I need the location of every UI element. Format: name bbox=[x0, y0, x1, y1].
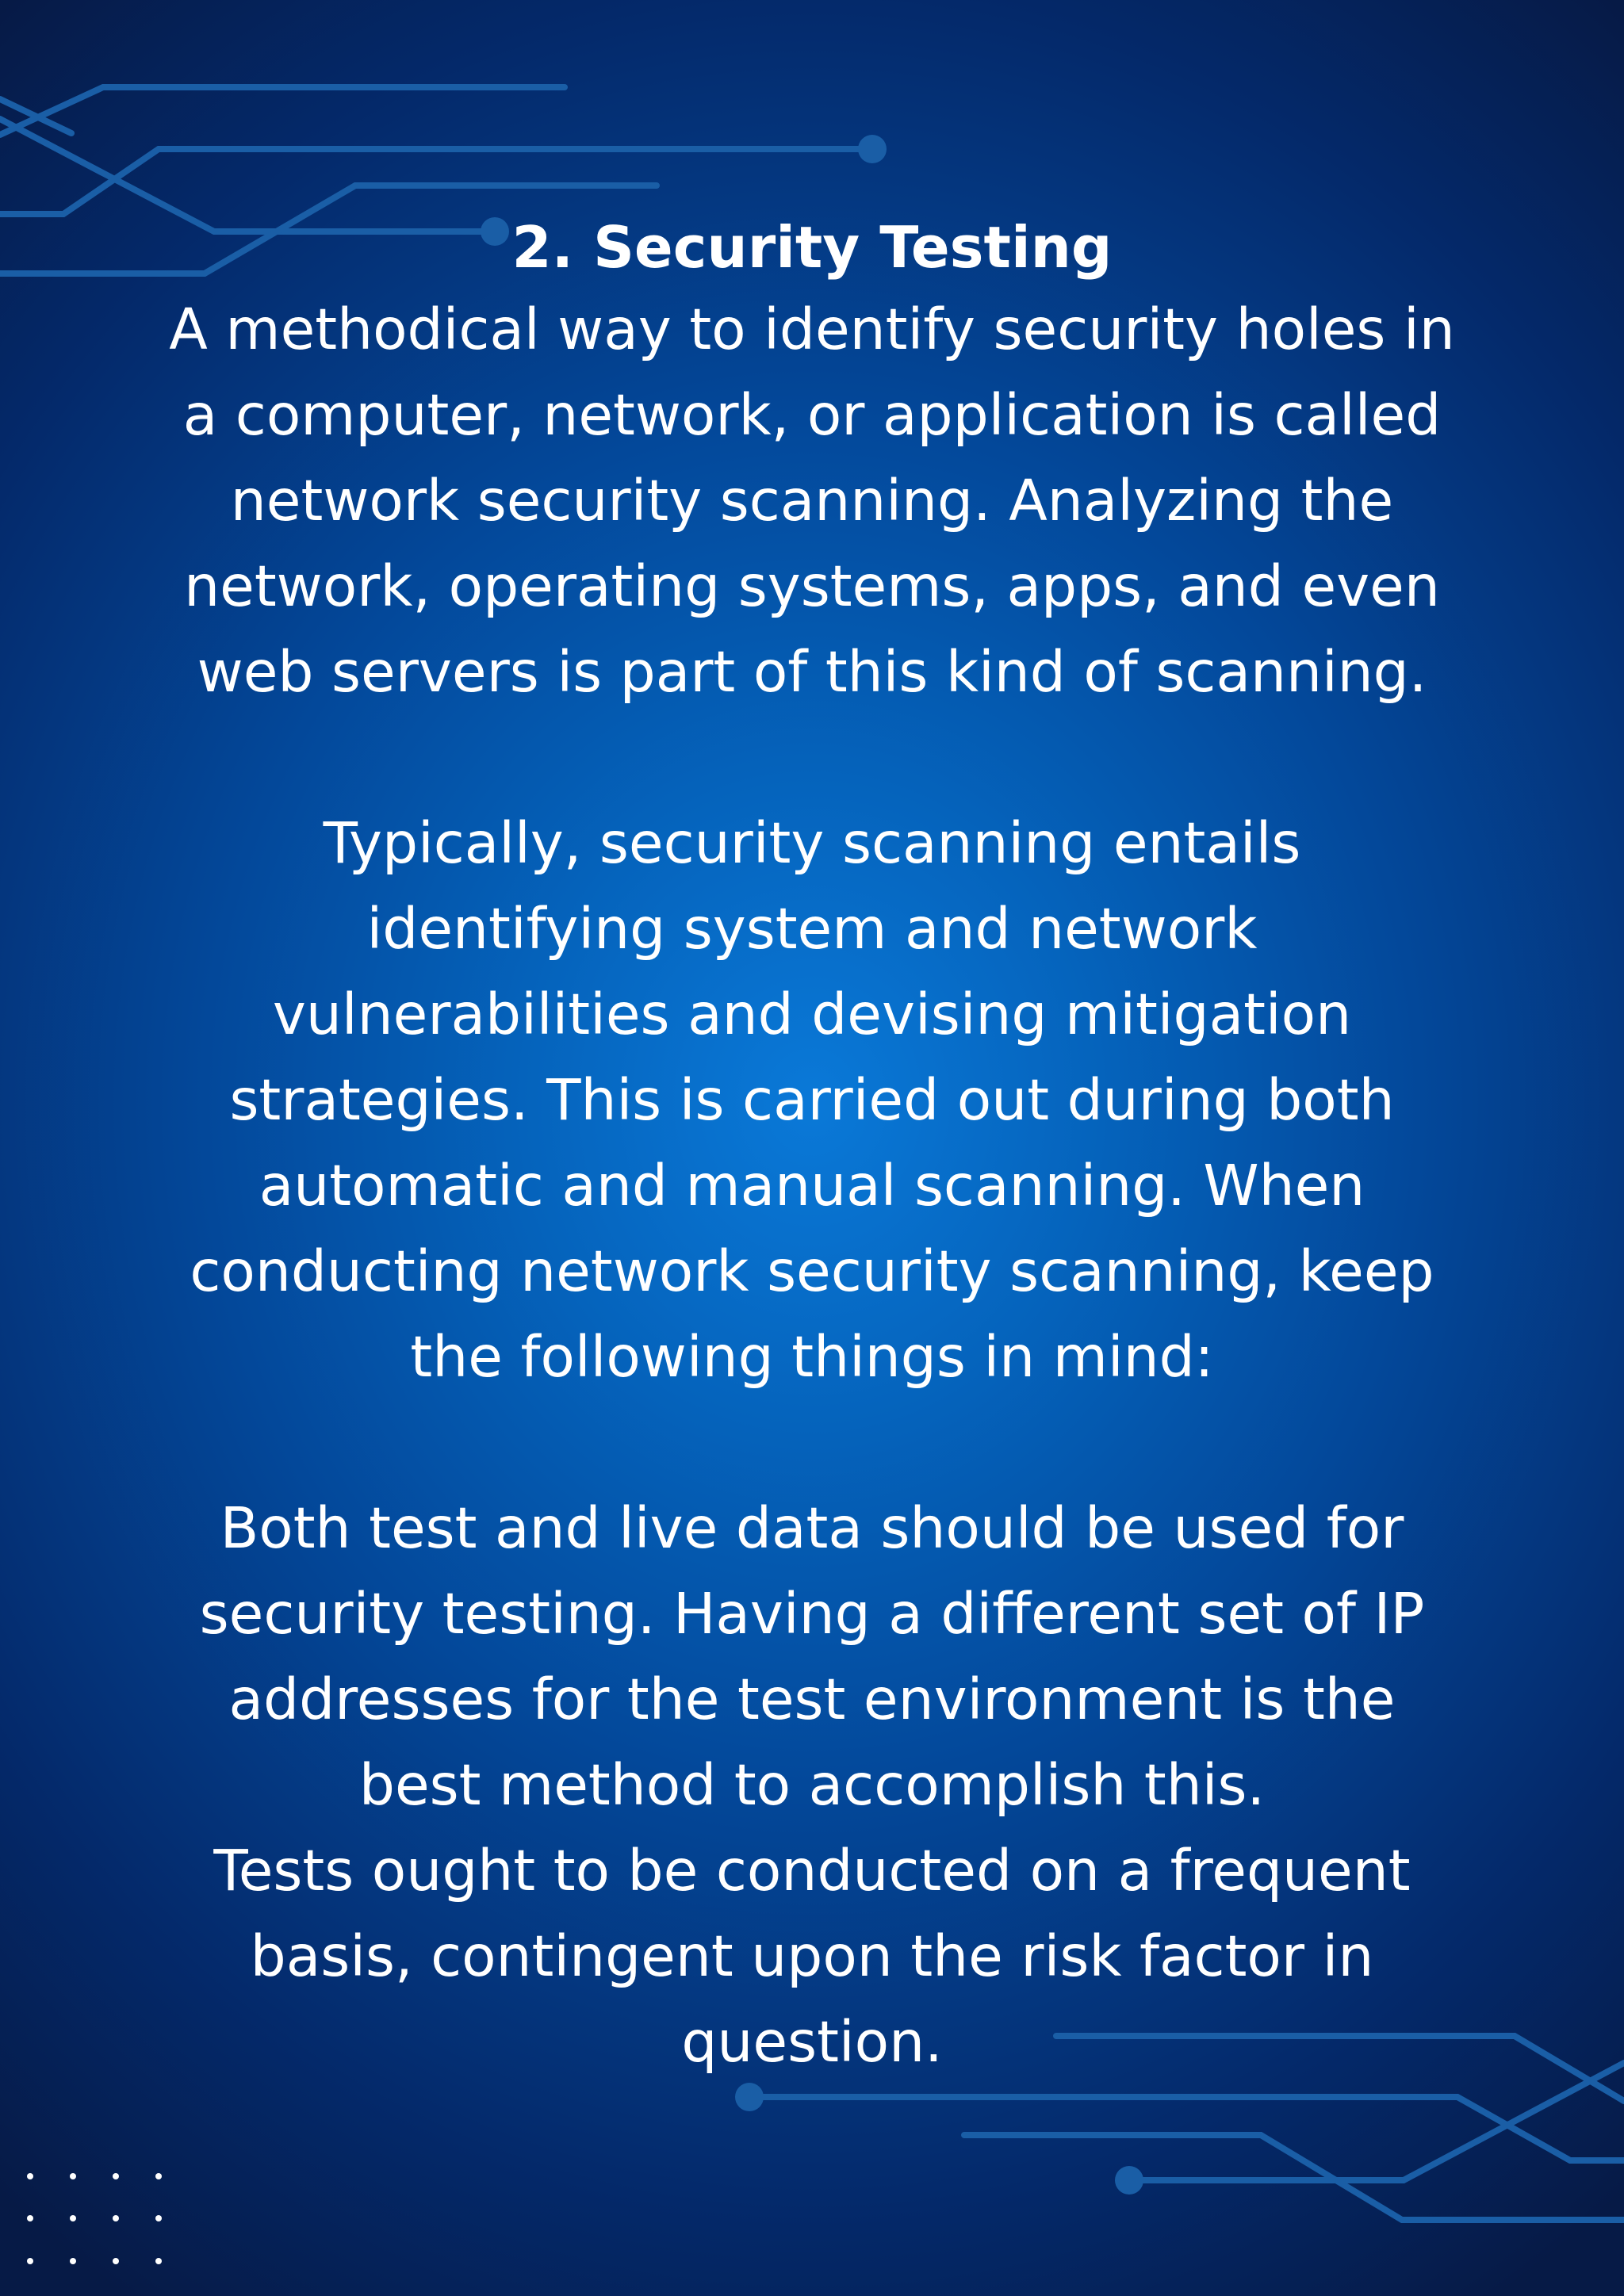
paragraph-gap bbox=[119, 1400, 1505, 1486]
section-heading: 2. Security Testing bbox=[511, 214, 1113, 281]
bottom-right-circuit-nodes bbox=[735, 2083, 1143, 2195]
paragraph-testing-guidelines: Both test and live data should be used for security testing. Having a different set of IP addresses for the test environment is the best method to accomplish this. Tests ought to be conducted on a frequent basis, contingent upon the risk factor in question. bbox=[199, 1495, 1425, 2075]
dot-grid bbox=[27, 2173, 162, 2264]
paragraph-scanning-overview: Typically, security scanning entails identifying system and network vulnerabilities and devising mitigation strategies. This is carried out during both automatic and manual scanning. When conducting network security scanning, keep the following things in mind: bbox=[190, 810, 1434, 1390]
paragraph-intro: A methodical way to identify security holes in a computer, network, or application is called network security scanning. Analyzing the network, operating systems, apps, and even web servers is part of this kind of scanning. bbox=[169, 297, 1455, 705]
security-testing-section bbox=[119, 208, 1505, 2085]
paragraph-gap bbox=[119, 715, 1505, 801]
